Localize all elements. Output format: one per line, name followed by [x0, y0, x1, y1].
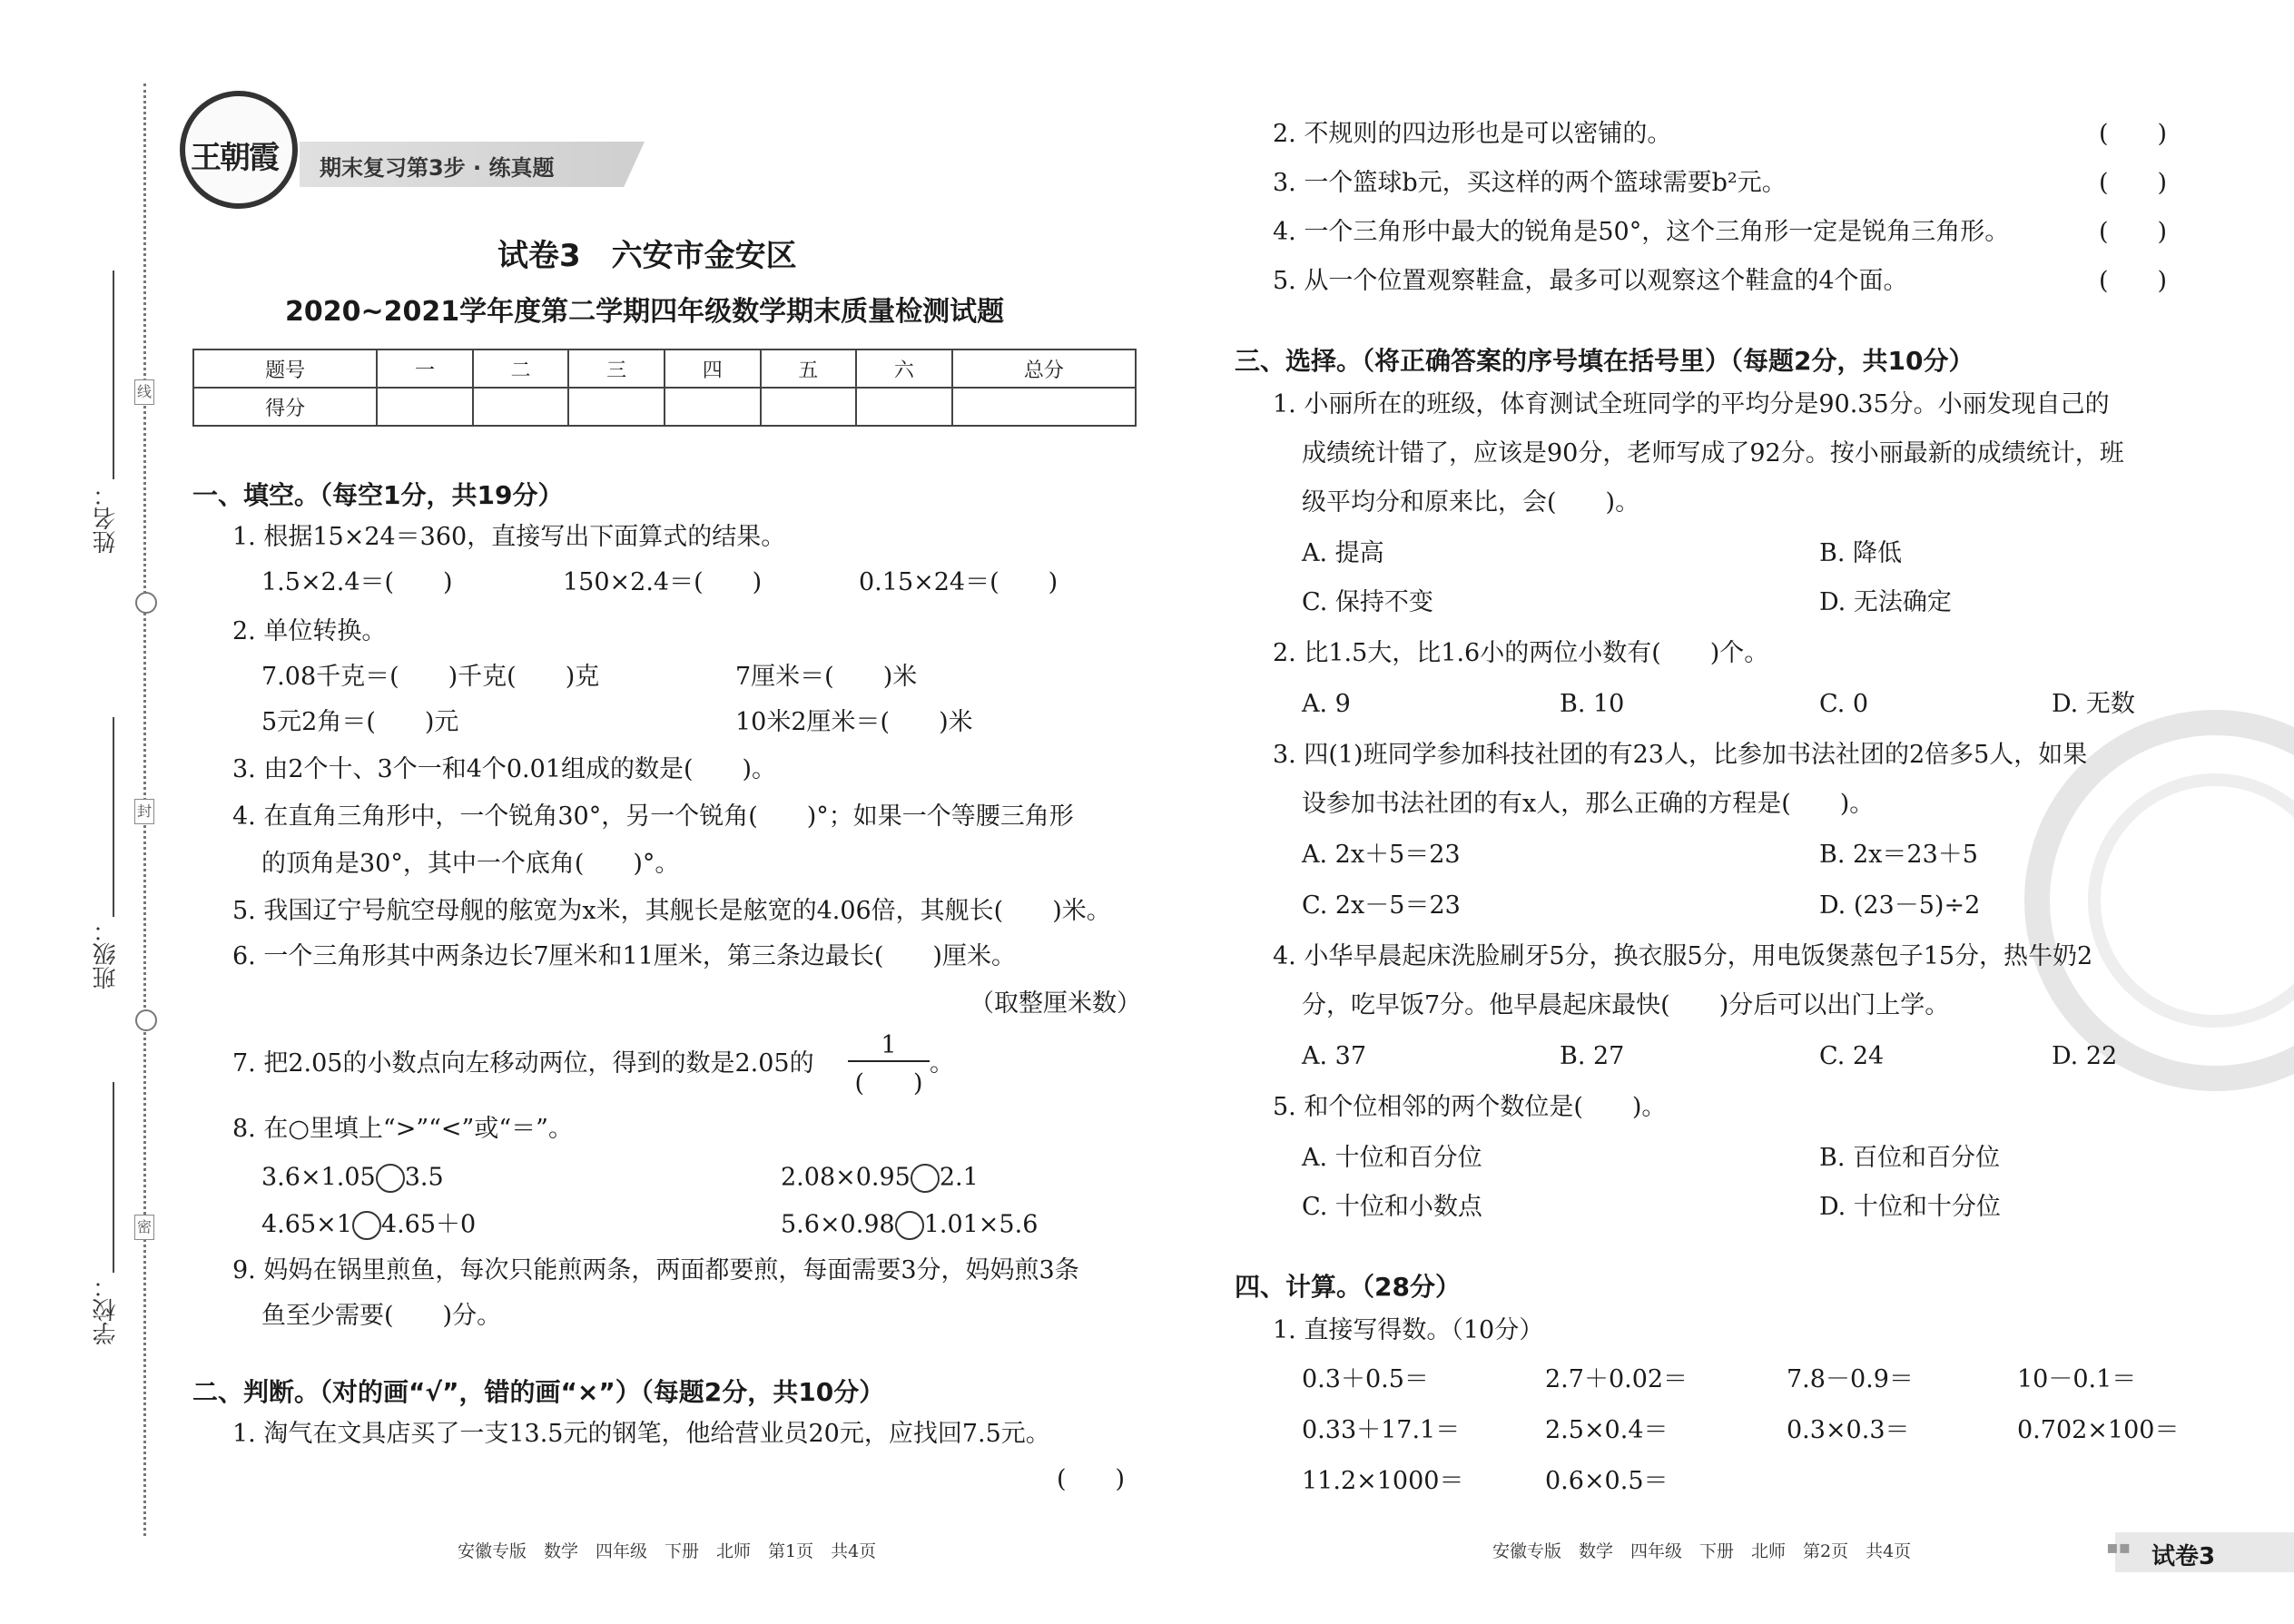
brand-logo-text: 王朝霞 [191, 140, 278, 176]
answer-1a: 1.5×2.4＝( ) [261, 568, 453, 596]
choice-4-option-b[interactable]: B. 27 [1560, 1042, 1625, 1070]
question-6-note: （取整厘米数） [970, 989, 1141, 1018]
answer-1b: 150×2.4＝( ) [563, 568, 763, 596]
choice-2-option-c[interactable]: C. 0 [1819, 690, 1869, 718]
compare-circle-icon[interactable] [376, 1164, 405, 1193]
compare-8c [261, 1211, 476, 1240]
calc-item: 0.702×100＝ [2017, 1416, 2180, 1444]
score-table-score-row [193, 388, 1136, 426]
exam-subtitle: 2020~2021学年度第二学期四年级数学期末质量检测试题 [285, 296, 1005, 328]
tab-dots-icon: ▪▪ [2106, 1536, 2132, 1558]
question-3: 3. 由2个十、3个一和4个0.01组成的数是( )。 [232, 755, 777, 783]
right-footer: 安徽专版 数学 四年级 下册 北师 第2页 共4页 [1492, 1541, 1912, 1561]
exam-title: 试卷3 六安市金安区 [497, 238, 797, 274]
choice-1-option-d[interactable]: D. 无法确定 [1819, 588, 1952, 616]
score-cell[interactable] [377, 388, 473, 426]
section-3-title: 三、选择。（将正确答案的序号填在括号里）（每题2分，共10分） [1235, 346, 1974, 376]
school-label: 学校： [93, 1275, 120, 1345]
answer-2c: 5元2角＝( )元 [261, 708, 459, 736]
compare-left: 2.08×0.95 [781, 1163, 911, 1192]
binding-hole-icon [135, 1009, 157, 1031]
question-8: 8. 在○里填上“>”“<”或“＝”。 [232, 1115, 573, 1143]
choice-2-option-a[interactable]: A. 9 [1302, 690, 1351, 718]
compare-circle-icon[interactable] [911, 1164, 940, 1193]
choice-4-option-d[interactable]: D. 22 [2052, 1042, 2118, 1070]
choice-1-option-a[interactable]: A. 提高 [1302, 539, 1384, 567]
table-cell: 题号 [193, 349, 377, 388]
judge-5: 5. 从一个位置观察鞋盒，最多可以观察这个鞋盒的4个面。 [1273, 267, 1908, 295]
compare-circle-icon[interactable] [895, 1211, 924, 1240]
question-9a: 9. 妈妈在锅里煎鱼，每次只能煎两条，两面都要煎，每面需要3分，妈妈煎3条 [232, 1256, 1079, 1284]
choice-4-option-c[interactable]: C. 24 [1819, 1042, 1885, 1070]
binding-glyph-feng: 封 [134, 799, 154, 824]
question-1: 1. 根据15×24＝360，直接写出下面算式的结果。 [232, 523, 786, 551]
class-label: 班级： [93, 919, 120, 989]
question-7: 7. 把2.05的小数点向左移动两位，得到的数是2.05的 [232, 1049, 814, 1078]
name-write-line[interactable] [113, 271, 114, 479]
table-cell: 五 [761, 349, 857, 388]
name-label: 姓名： [93, 483, 120, 554]
table-cell: 一 [377, 349, 473, 388]
compare-8d [781, 1211, 1038, 1240]
section-4-title: 四、计算。（28分） [1235, 1272, 1461, 1302]
binding-hole-icon [135, 592, 157, 614]
calc-item: 0.3＋0.5＝ [1302, 1365, 1429, 1393]
compare-right: 2.1 [939, 1163, 979, 1192]
calc-item: 10－0.1＝ [2017, 1365, 2137, 1393]
judge-4-answer[interactable]: ( ) [2099, 218, 2168, 246]
choice-5-option-a[interactable]: A. 十位和百分位 [1302, 1144, 1482, 1172]
section-1-title: 一、填空。（每空1分，共19分） [192, 480, 564, 510]
table-cell: 三 [568, 349, 665, 388]
choice-5: 5. 和个位相邻的两个数位是( )。 [1273, 1093, 1667, 1121]
judge-1: 1. 淘气在文具店买了一支13.5元的钢笔，他给营业员20元，应找回7.5元。 [232, 1420, 1050, 1448]
choice-3-option-c[interactable]: C. 2x－5＝23 [1302, 891, 1461, 920]
score-table-header-row [193, 349, 1136, 388]
judge-4: 4. 一个三角形中最大的锐角是50°，这个三角形一定是锐角三角形。 [1273, 218, 2010, 246]
judge-2-answer[interactable]: ( ) [2099, 120, 2168, 148]
judge-2: 2. 不规则的四边形也是可以密铺的。 [1273, 120, 1672, 148]
score-cell[interactable] [856, 388, 952, 426]
judge-3-answer[interactable]: ( ) [2099, 169, 2168, 197]
calc-item: 2.7＋0.02＝ [1545, 1365, 1689, 1393]
binding-glyph-mi: 密 [134, 1215, 154, 1240]
question-4a: 4. 在直角三角形中，一个锐角30°，另一个锐角( )°；如果一个等腰三角形 [232, 802, 1074, 831]
exam-tab-label: 试卷3 [2151, 1543, 2216, 1570]
choice-1a: 1. 小丽所在的班级，体育测试全班同学的平均分是90.35分。小丽发现自己的 [1273, 390, 2110, 418]
choice-1-option-c[interactable]: C. 保持不变 [1302, 588, 1433, 616]
choice-3-option-d[interactable]: D. (23－5)÷2 [1819, 891, 1981, 920]
judge-3: 3. 一个篮球b元，买这样的两个篮球需要b²元。 [1273, 169, 1787, 197]
compare-right: 3.5 [404, 1163, 444, 1192]
judge-1-answer[interactable]: ( ) [1057, 1465, 1126, 1493]
table-cell: 二 [473, 349, 569, 388]
answer-2a: 7.08千克＝( )千克( )克 [261, 663, 600, 691]
compare-8b [781, 1164, 979, 1193]
choice-5-option-c[interactable]: C. 十位和小数点 [1302, 1193, 1482, 1221]
compare-left: 5.6×0.98 [781, 1210, 895, 1239]
choice-3-option-b[interactable]: B. 2x＝23＋5 [1819, 841, 1978, 869]
calc-item: 0.3×0.3＝ [1787, 1416, 1910, 1444]
compare-right: 1.01×5.6 [923, 1210, 1039, 1239]
question-7-end: 。 [930, 1049, 954, 1078]
choice-3b: 设参加书法社团的有x人，那么正确的方程是( )。 [1302, 790, 1875, 818]
choice-3a: 3. 四(1)班同学参加科技社团的有23人，比参加书法社团的2倍多5人，如果 [1273, 741, 2088, 769]
section-2-title: 二、判断。（对的画“√”，错的画“×”）（每题2分，共10分） [192, 1377, 885, 1407]
choice-3-option-a[interactable]: A. 2x＋5＝23 [1302, 841, 1461, 869]
calc-item: 7.8－0.9＝ [1787, 1365, 1914, 1393]
choice-4-option-a[interactable]: A. 37 [1302, 1042, 1367, 1070]
compare-8a [261, 1164, 444, 1193]
score-table [192, 349, 1137, 427]
step-ribbon-text: 期末复习第3步 · 练真题 [320, 155, 555, 181]
calc-item: 11.2×1000＝ [1302, 1467, 1464, 1495]
compare-left: 4.65×1 [261, 1210, 352, 1239]
choice-1b: 成绩统计错了，应该是90分，老师写成了92分。按小丽最新的成绩统计，班 [1302, 439, 2124, 468]
answer-1c: 0.15×24＝( ) [859, 568, 1058, 596]
calc-item: 0.33＋17.1＝ [1302, 1416, 1461, 1444]
compare-right: 4.65＋0 [380, 1210, 477, 1239]
score-cell[interactable] [665, 388, 761, 426]
table-cell: 四 [665, 349, 761, 388]
fraction-denominator: ( ) [854, 1069, 923, 1097]
compare-left: 3.6×1.05 [261, 1163, 376, 1192]
choice-1-option-b[interactable]: B. 降低 [1819, 539, 1903, 567]
question-5: 5. 我国辽宁号航空母舰的舷宽为x米，其舰长是舷宽的4.06倍，其舰长( )米。 [232, 897, 1111, 925]
table-cell: 得分 [193, 388, 377, 426]
calc-item: 2.5×0.4＝ [1545, 1416, 1669, 1444]
calc-item: 0.6×0.5＝ [1545, 1467, 1669, 1495]
answer-2b: 7厘米＝( )米 [735, 663, 918, 691]
question-2: 2. 单位转换。 [232, 617, 387, 645]
answer-2d: 10米2厘米＝( )米 [735, 708, 973, 736]
choice-4b: 分，吃早饭7分。他早晨起床最快( )分后可以出门上学。 [1302, 991, 1950, 1019]
score-cell[interactable] [761, 388, 857, 426]
judge-5-answer[interactable]: ( ) [2099, 267, 2168, 295]
fraction-bar [848, 1060, 930, 1062]
score-cell[interactable] [952, 388, 1136, 426]
binding-glyph-xian: 线 [134, 379, 154, 405]
class-write-line[interactable] [113, 717, 114, 917]
question-6: 6. 一个三角形其中两条边长7厘米和11厘米，第三条边最长( )厘米。 [232, 942, 1016, 970]
school-write-line[interactable] [113, 1082, 114, 1273]
table-cell: 总分 [952, 349, 1136, 388]
choice-5-option-d[interactable]: D. 十位和十分位 [1819, 1193, 2001, 1221]
question-4b: 的顶角是30°，其中一个底角( )°。 [261, 850, 680, 878]
choice-2-option-d[interactable]: D. 无数 [2052, 690, 2135, 718]
choice-2-option-b[interactable]: B. 10 [1560, 690, 1625, 718]
fraction-numerator: 1 [881, 1031, 897, 1059]
score-cell[interactable] [473, 388, 569, 426]
choice-1c: 级平均分和原来比，会( )。 [1302, 488, 1640, 517]
choice-4a: 4. 小华早晨起床洗脸刷牙5分，换衣服5分，用电饭煲蒸包子15分，热牛奶2 [1273, 942, 2093, 970]
score-cell[interactable] [568, 388, 665, 426]
left-footer: 安徽专版 数学 四年级 下册 北师 第1页 共4页 [458, 1541, 877, 1561]
question-9b: 鱼至少需要( )分。 [261, 1302, 502, 1330]
calc-1-title: 1. 直接写得数。（10分） [1273, 1316, 1544, 1344]
choice-2: 2. 比1.5大，比1.6小的两位小数有( )个。 [1273, 639, 1769, 667]
compare-circle-icon[interactable] [352, 1211, 381, 1240]
table-cell: 六 [856, 349, 952, 388]
choice-5-option-b[interactable]: B. 百位和百分位 [1819, 1144, 2001, 1172]
